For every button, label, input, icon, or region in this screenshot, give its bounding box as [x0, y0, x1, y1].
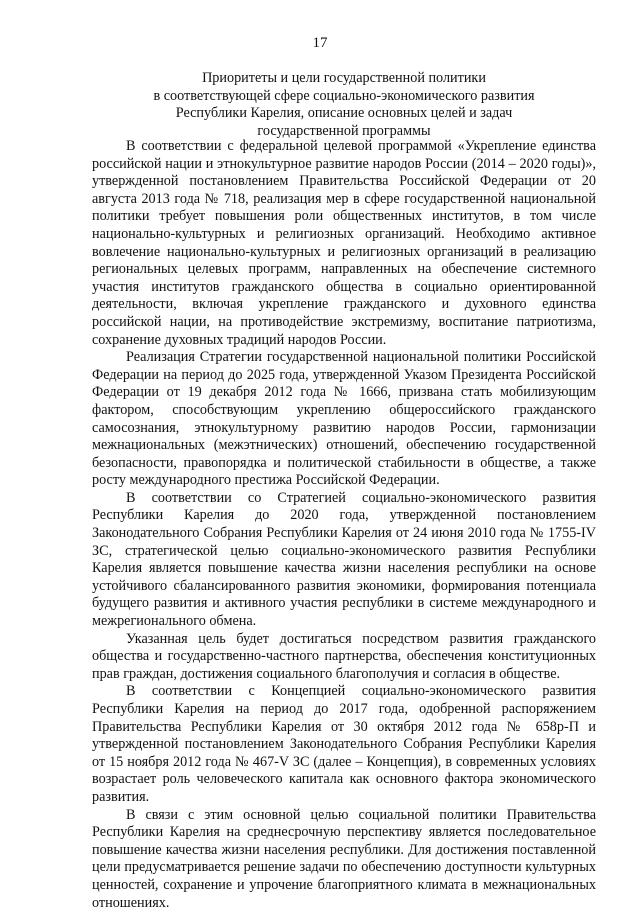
- heading-line: Республики Карелия, описание основных целей и задач: [175, 105, 513, 122]
- paragraph: В соответствии со Стратегией социально-экономического развития Республики Карелия до 2020 года, утвержденной постановлением Законодательного Собрания Республики Карелия от 24 июня 2010 года № 1755-IV ЗС, стратегической целью социально-экономического развития Республики Карелия является повышение качества жизни населения республики на основе устойчивого сбалансированного развития экономики, формирования потенциала будущего развития и активного участия республики в системе международного и межрегионального обмена.: [92, 489, 596, 630]
- body-text: [92, 138, 596, 912]
- section-heading: [92, 70, 596, 140]
- paragraph: В соответствии с Концепцией социально-экономического развития Республики Карелия на период до 2017 года, одобренной распоряжением Правительства Республики Карелия от 30 октября 2012 года № 658р-П и утвержденной постановлением Законодательного Собрания Республики Карелия от 15 ноября 2012 года № 467-V ЗС (далее – Концепция), в современных условиях возрастает роль человеческого капитала как основного фактора экономического развития.: [92, 683, 596, 805]
- page-number: 17: [312, 35, 328, 51]
- paragraph: В соответствии с федеральной целевой программой «Укрепление единства российской нации и этнокультурное развитие народов России (2014 – 2020 годы)», утвержденной постановлением Правительства Российской Федерации от 20 августа 2013 года № 718, реализация мер в сфере государственной национальной политики требует повышения роли общественных институтов, в том числе национально-культурных и религиозных организаций. Необходимо активное вовлечение национально-культурных и религиозных организаций в реализацию региональных целевых программ, направленных на обеспечение системного участия институтов гражданского общества в социально ориентированной деятельности, включая укрепление гражданского и духовного единства российской нации, на противодействие экстремизму, воспитание патриотизма, сохранение духовных традиций народов России.: [92, 138, 596, 348]
- heading-line: в соответствующей сфере социально-экономического развития: [153, 87, 535, 104]
- heading-line: государственной программы: [257, 122, 431, 139]
- heading-line: Приоритеты и цели государственной политики: [202, 70, 486, 86]
- paragraph: Указанная цель будет достигаться посредством развития гражданского общества и государственно-частного партнерства, обеспечения конституционных прав граждан, достижения социального благополучия и согласия в обществе.: [92, 630, 596, 682]
- paragraph: В связи с этим основной целью социальной политики Правительства Республики Карелия на среднесрочную перспективу является последовательное повышение качества жизни населения республики. Для достижения поставленной цели предусматривается решение задачи по обеспечению доступности культурных ценностей, сохранение и упрочение благоприятного климата в межнациональных отношениях.: [92, 806, 596, 911]
- paragraph: Реализация Стратегии государственной национальной политики Российской Федерации на период до 2025 года, утвержденной Указом Президента Российской Федерации от 19 декабря 2012 года № 1666, призвана стать мобилизующим фактором, способствующим укреплению общероссийского гражданского самосознания, этнокультурному развитию народов России, гармонизации межнациональных (межэтнических) отношений, обеспечению государственной безопасности, правопорядка и политической стабильности в обществе, а также росту международного престижа Российской Федерации.: [92, 349, 596, 489]
